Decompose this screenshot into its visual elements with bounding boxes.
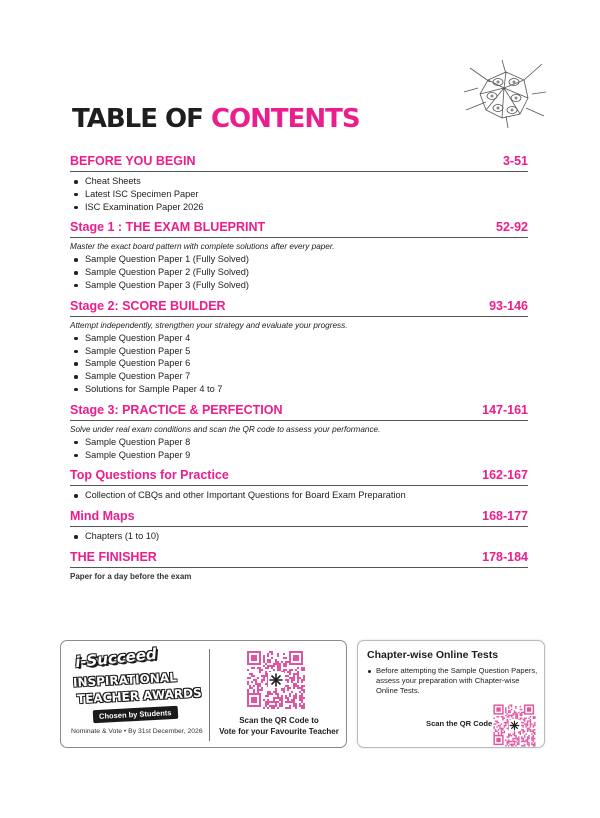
toc-item: Sample Question Paper 5 bbox=[70, 345, 528, 358]
toc-section-description: Master the exact board pattern with complete solutions after every paper. bbox=[70, 242, 335, 252]
toc-item-list bbox=[70, 332, 528, 396]
promo-divider bbox=[209, 649, 210, 741]
toc-item: Sample Question Paper 8 bbox=[70, 436, 528, 449]
toc-section-title: Stage 1 : THE EXAM BLUEPRINT bbox=[70, 220, 266, 235]
scan-label: Scan the QR Code bbox=[426, 719, 493, 728]
toc-section-header[interactable] bbox=[70, 153, 528, 172]
toc-item-list bbox=[70, 436, 528, 462]
toc-item: Sample Question Paper 1 (Fully Solved) bbox=[70, 253, 528, 266]
toc-section bbox=[70, 508, 528, 543]
teacher-awards-promo bbox=[60, 640, 347, 748]
toc-item: Solutions for Sample Paper 4 to 7 bbox=[70, 383, 528, 396]
toc-item-list bbox=[70, 530, 528, 543]
online-tests-title: Chapter-wise Online Tests bbox=[367, 649, 499, 661]
qr-code-icon[interactable] bbox=[245, 649, 307, 711]
isucceed-logo-text: i-Succeed bbox=[74, 644, 158, 672]
toc-section-pages: 93-146 bbox=[489, 298, 528, 313]
title-part-2: CONTENTS bbox=[210, 104, 360, 134]
toc-item: Collection of CBQs and other Important Questions for Board Exam Preparation bbox=[70, 489, 528, 502]
toc-section-pages: 52-92 bbox=[496, 220, 528, 235]
toc-item-list bbox=[70, 175, 528, 213]
toc-item: Sample Question Paper 3 (Fully Solved) bbox=[70, 279, 528, 292]
toc-item: Sample Question Paper 6 bbox=[70, 357, 528, 370]
page-title bbox=[72, 104, 360, 134]
toc-section bbox=[70, 219, 528, 291]
table-of-contents bbox=[70, 153, 528, 588]
toc-item: Cheat Sheets bbox=[70, 175, 528, 188]
online-tests-item: Before attempting the Sample Question Papers, assess your preparation with Chapter-wise Online Tests. bbox=[366, 666, 541, 696]
toc-item: Latest ISC Specimen Paper bbox=[70, 188, 528, 201]
qr-caption bbox=[212, 716, 346, 737]
toc-section-title: BEFORE YOU BEGIN bbox=[70, 154, 196, 168]
toc-item: Sample Question Paper 7 bbox=[70, 370, 528, 383]
toc-section bbox=[70, 298, 528, 396]
toc-item-list bbox=[70, 489, 528, 502]
toc-section-title: Stage 3: PRACTICE & PERFECTION bbox=[70, 402, 283, 417]
awards-logo-badge: Chosen by Students bbox=[93, 706, 178, 723]
toc-section-title: THE FINISHER bbox=[70, 549, 157, 564]
toc-section-header[interactable] bbox=[70, 219, 528, 238]
title-part-1: TABLE OF bbox=[72, 104, 211, 134]
toc-section-pages: 3-51 bbox=[502, 154, 528, 168]
qr-code-icon[interactable] bbox=[492, 703, 537, 748]
toc-section-title: Mind Maps bbox=[70, 509, 135, 524]
toc-item-list bbox=[70, 253, 528, 291]
toc-section-note: Paper for a day before the exam bbox=[70, 571, 192, 581]
toc-section-title: Top Questions for Practice bbox=[70, 468, 229, 483]
toc-section-pages: 162-167 bbox=[482, 468, 528, 483]
toc-section-header[interactable] bbox=[70, 508, 528, 527]
toc-section-header[interactable] bbox=[70, 549, 528, 568]
online-tests-box bbox=[357, 640, 545, 748]
toc-section bbox=[70, 549, 528, 582]
toc-section-pages: 168-177 bbox=[482, 509, 528, 524]
toc-section bbox=[70, 153, 528, 213]
toc-item: Sample Question Paper 4 bbox=[70, 332, 528, 345]
toc-item: Sample Question Paper 2 (Fully Solved) bbox=[70, 266, 528, 279]
awards-logo bbox=[71, 644, 206, 741]
toc-section-description: Attempt independently, strengthen your strategy and evaluate your progress. bbox=[70, 320, 348, 330]
toc-section-pages: 178-184 bbox=[482, 549, 528, 564]
toc-section-pages: 147-161 bbox=[482, 402, 528, 417]
toc-item: ISC Examination Paper 2026 bbox=[70, 201, 528, 214]
qr-caption-line-2: Vote for your Favourite Teacher bbox=[219, 726, 339, 736]
toc-section bbox=[70, 467, 528, 502]
qr-caption-line-1: Scan the QR Code to bbox=[239, 716, 319, 725]
toc-section-description: Solve under real exam conditions and scan the QR code to assess your performance. bbox=[70, 424, 381, 434]
awards-deadline-text: Nominate & Vote • By 31st December, 2026 bbox=[71, 728, 203, 735]
toc-section-header[interactable] bbox=[70, 402, 528, 421]
toc-item: Chapters (1 to 10) bbox=[70, 530, 528, 543]
toc-section-header[interactable] bbox=[70, 467, 528, 486]
toc-section-title: Stage 2: SCORE BUILDER bbox=[70, 298, 226, 313]
toc-item: Sample Question Paper 9 bbox=[70, 449, 528, 462]
awards-logo-line-1: INSPIRATIONAL bbox=[72, 670, 178, 690]
toc-section-header[interactable] bbox=[70, 298, 528, 317]
cell-cluster-sketch-icon bbox=[462, 58, 548, 130]
awards-logo-line-2: TEACHER AWARDS bbox=[76, 685, 202, 707]
online-tests-list bbox=[366, 666, 541, 696]
toc-section bbox=[70, 402, 528, 462]
